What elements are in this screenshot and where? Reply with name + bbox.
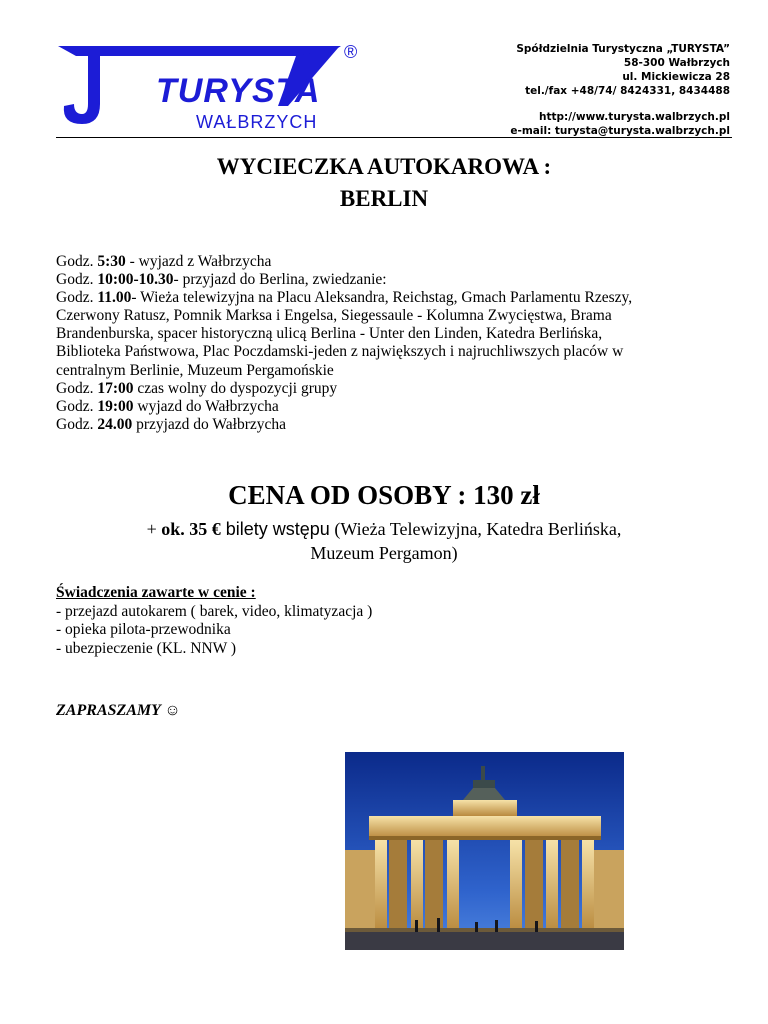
schedule-line: Czerwony Ratusz, Pomnik Marksa i Engelsa, Siegessaule - Kolumna Zwycięstwa, Brama: [56, 307, 612, 325]
schedule-line: Brandenburska, spacer historyczną ulicą Berlina - Unter den Linden, Katedra Berlińska,: [56, 325, 603, 343]
title-line-1: WYCIECZKA AUTOKAROWA :: [216, 154, 552, 179]
benefit-item: - opieka pilota-przewodnika: [56, 621, 231, 639]
schedule-line: Biblioteka Państwowa, Plac Poczdamski-jeden z największych i najruchliwszych placów w: [56, 343, 624, 361]
logo-city: WAŁBRZYCH: [196, 112, 318, 132]
title-line-2: BERLIN: [339, 186, 429, 211]
schedule-line: Godz. 24.00 przyjazd do Wałbrzycha: [56, 415, 287, 433]
turysta-logo: [56, 40, 366, 135]
schedule-line: Godz. 19:00 wyjazd do Wałbrzycha: [56, 397, 279, 415]
street-address: ul. Mickiewicza 28: [622, 71, 730, 83]
schedule-line: Godz. 11.00- Wieża telewizyjna na Placu Aleksandra, Reichstag, Gmach Parlamentu Rzeszy,: [56, 289, 633, 307]
website-link[interactable]: http://www.turysta.walbrzych.pl: [538, 111, 730, 123]
phone-fax: tel./fax +48/74/ 8424331, 8434488: [525, 85, 730, 97]
price-extra: + ok. 35 € bilety wstępu (Wieża Telewizyjna, Katedra Berlińska, Muzeum Pergamon): [0, 517, 768, 565]
schedule: [56, 253, 746, 434]
benefits-section: [56, 584, 372, 658]
org-name: Spółdzielnia Turystyczna „TURYSTA”: [516, 43, 730, 55]
extra-note: (Wieża Telewizyjna, Katedra Berlińska,: [329, 519, 622, 539]
postal-code: 58-300 Wałbrzych: [623, 57, 730, 69]
brandenburg-gate-photo: [345, 752, 624, 950]
extra-amount: ok. 35 €: [161, 519, 221, 539]
header-divider: [56, 137, 732, 138]
invitation-text: ZAPRASZAMY ☺: [56, 702, 181, 719]
contact-block: [510, 42, 730, 138]
benefit-item: - przejazd autokarem ( barek, video, klimatyzacja ): [56, 602, 373, 620]
benefits-heading: Świadczenia zawarte w cenie :: [56, 584, 256, 601]
benefit-item: - ubezpieczenie (KL. NNW ): [56, 639, 237, 657]
extra-label: bilety wstępu: [220, 519, 330, 539]
schedule-line: Godz. 10:00-10.30- przyjazd do Berlina, zwiedzanie:: [56, 271, 387, 289]
price-heading: CENA OD OSOBY : 130 zł: [228, 480, 540, 510]
schedule-line: Godz. 17:00 czas wolny do dyspozycji grupy: [56, 379, 338, 397]
logo-wordmark: TURYSTA: [156, 72, 321, 110]
brandenburg-gate-illustration: [345, 752, 624, 950]
email-link[interactable]: e-mail: turysta@turysta.walbrzych.pl: [510, 125, 730, 137]
registered-mark: ®: [344, 42, 358, 62]
extra-note-2: Muzeum Pergamon): [310, 543, 458, 563]
schedule-line: Godz. 5:30 - wyjazd z Wałbrzycha: [56, 253, 272, 270]
schedule-line: centralnym Berlinie, Muzeum Pergamońskie: [56, 361, 334, 379]
